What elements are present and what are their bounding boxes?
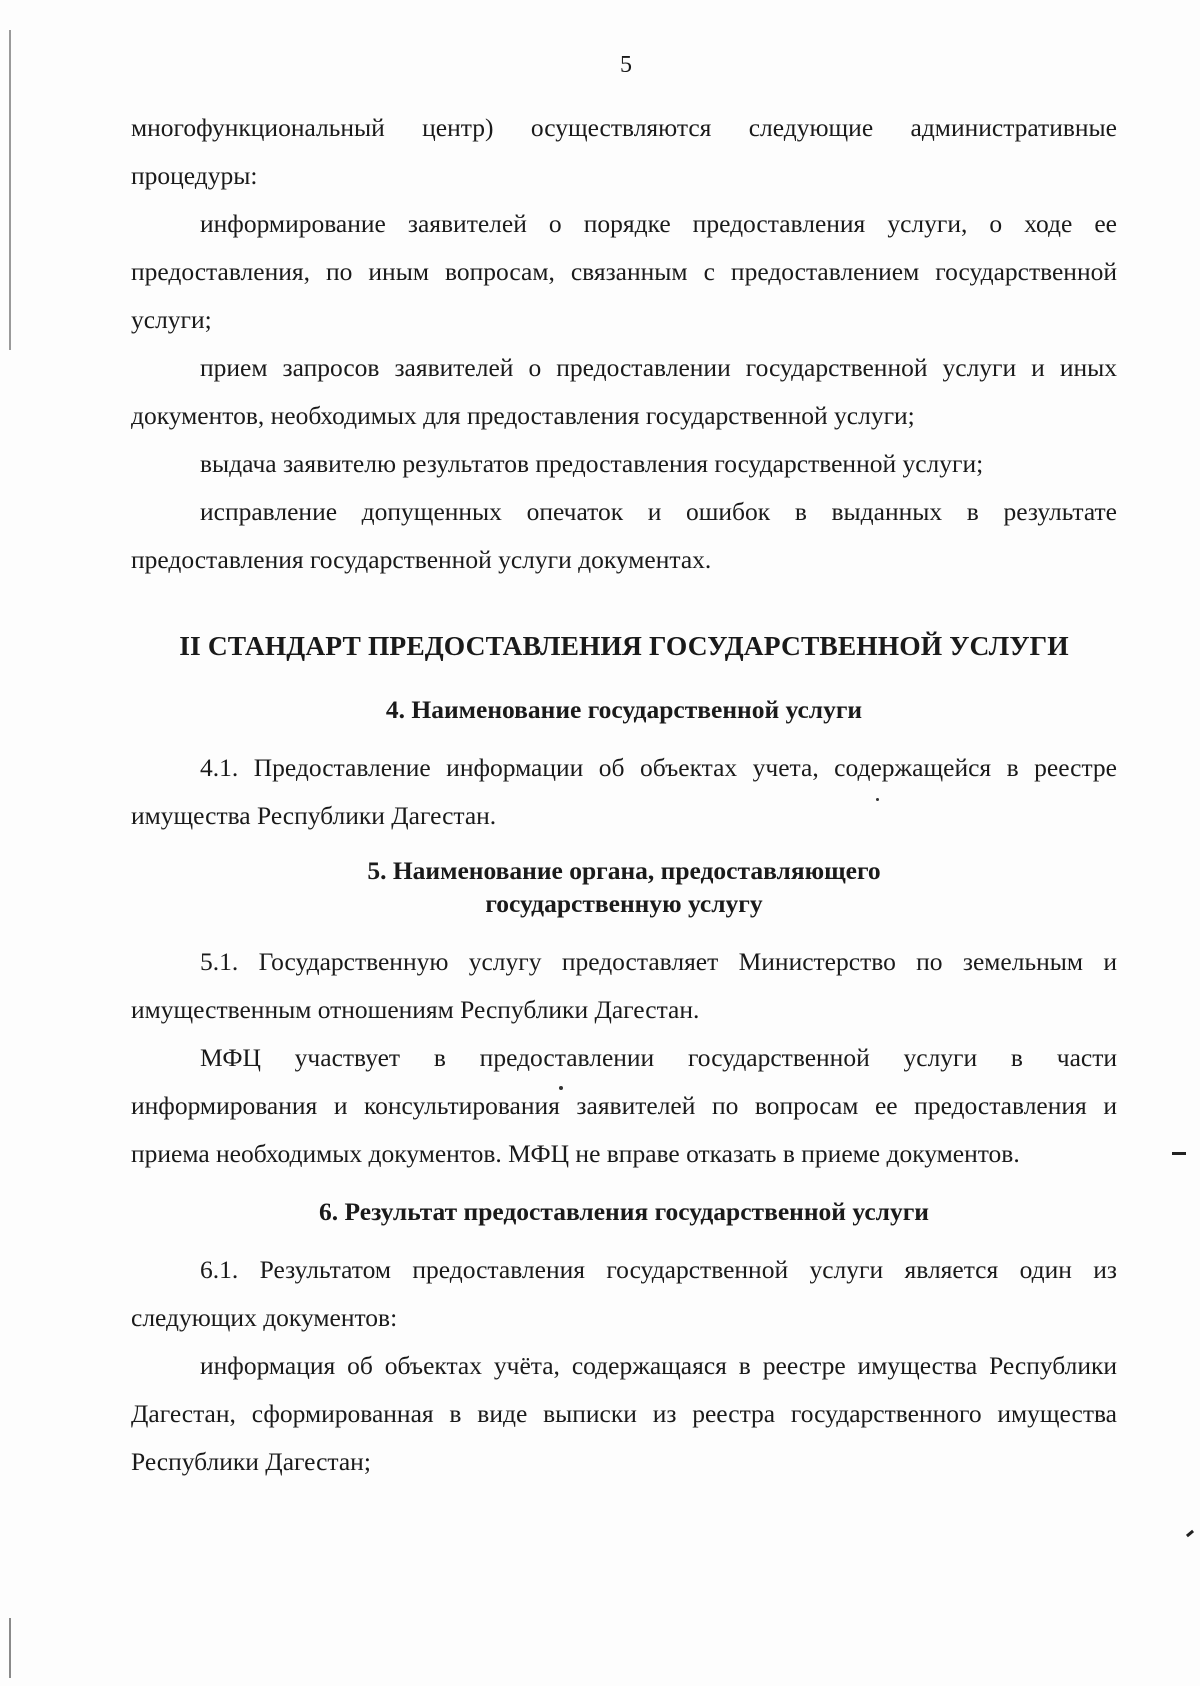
subsection-title-5-line2: государственную услугу [485, 889, 763, 918]
paragraph: выдача заявителю результатов предоставления государственной услуги; [200, 449, 984, 478]
scan-edge-line [9, 1618, 11, 1678]
paragraph: 6.1. Результатом предоставления государственной услуги является один из следующих документов: [131, 1255, 1117, 1332]
paragraph: исправление допущенных опечаток и ошибок в выданных в результате предоставления государственной услуги документах. [131, 497, 1117, 574]
paragraph: многофункциональный центр) осуществляются следующие административные процедуры: [131, 113, 1117, 190]
subsection-title-5-line1: 5. Наименование органа, предоставляющего [367, 856, 881, 885]
scan-mark [1172, 1152, 1186, 1155]
subsection-title-5 [131, 854, 1117, 920]
subsection-title-4: 4. Наименование государственной услуги [385, 695, 863, 724]
paragraph: 4.1. Предоставление информации об объектах учета, содержащейся в реестре имущества Республики Дагестан. [131, 753, 1117, 830]
scan-mark [1186, 1530, 1194, 1537]
paragraph: прием запросов заявителей о предоставлении государственной услуги и иных документов, необходимых для предоставления государственной услуги; [131, 353, 1117, 430]
paragraph: информация об объектах учёта, содержащаяся в реестре имущества Республики Дагестан, сформированная в виде выписки из реестра государственного имущества Республики Дагестан; [131, 1351, 1117, 1476]
page-number: 5 [620, 52, 632, 78]
paragraph: 5.1. Государственную услугу предоставляет Министерство по земельным и имущественным отношениям Республики Дагестан. [131, 947, 1117, 1024]
paragraph: информирование заявителей о порядке предоставления услуги, о ходе ее предоставления, по иным вопросам, связанным с предоставлением государственной услуги; [131, 209, 1117, 334]
scan-speck [876, 798, 879, 801]
document-body [131, 104, 1117, 1486]
paragraph: МФЦ участвует в предоставлении государственной услуги в части информирования и консультирования заявителей по вопросам ее предоставления и приема необходимых документов. МФЦ не вправе отказать в приеме документов. [131, 1043, 1117, 1168]
scan-speck [559, 1086, 563, 1090]
section-title: II СТАНДАРТ ПРЕДОСТАВЛЕНИЯ ГОСУДАРСТВЕННОЙ УСЛУГИ [179, 630, 1069, 661]
subsection-title-6: 6. Результат предоставления государственной услуги [319, 1197, 929, 1226]
